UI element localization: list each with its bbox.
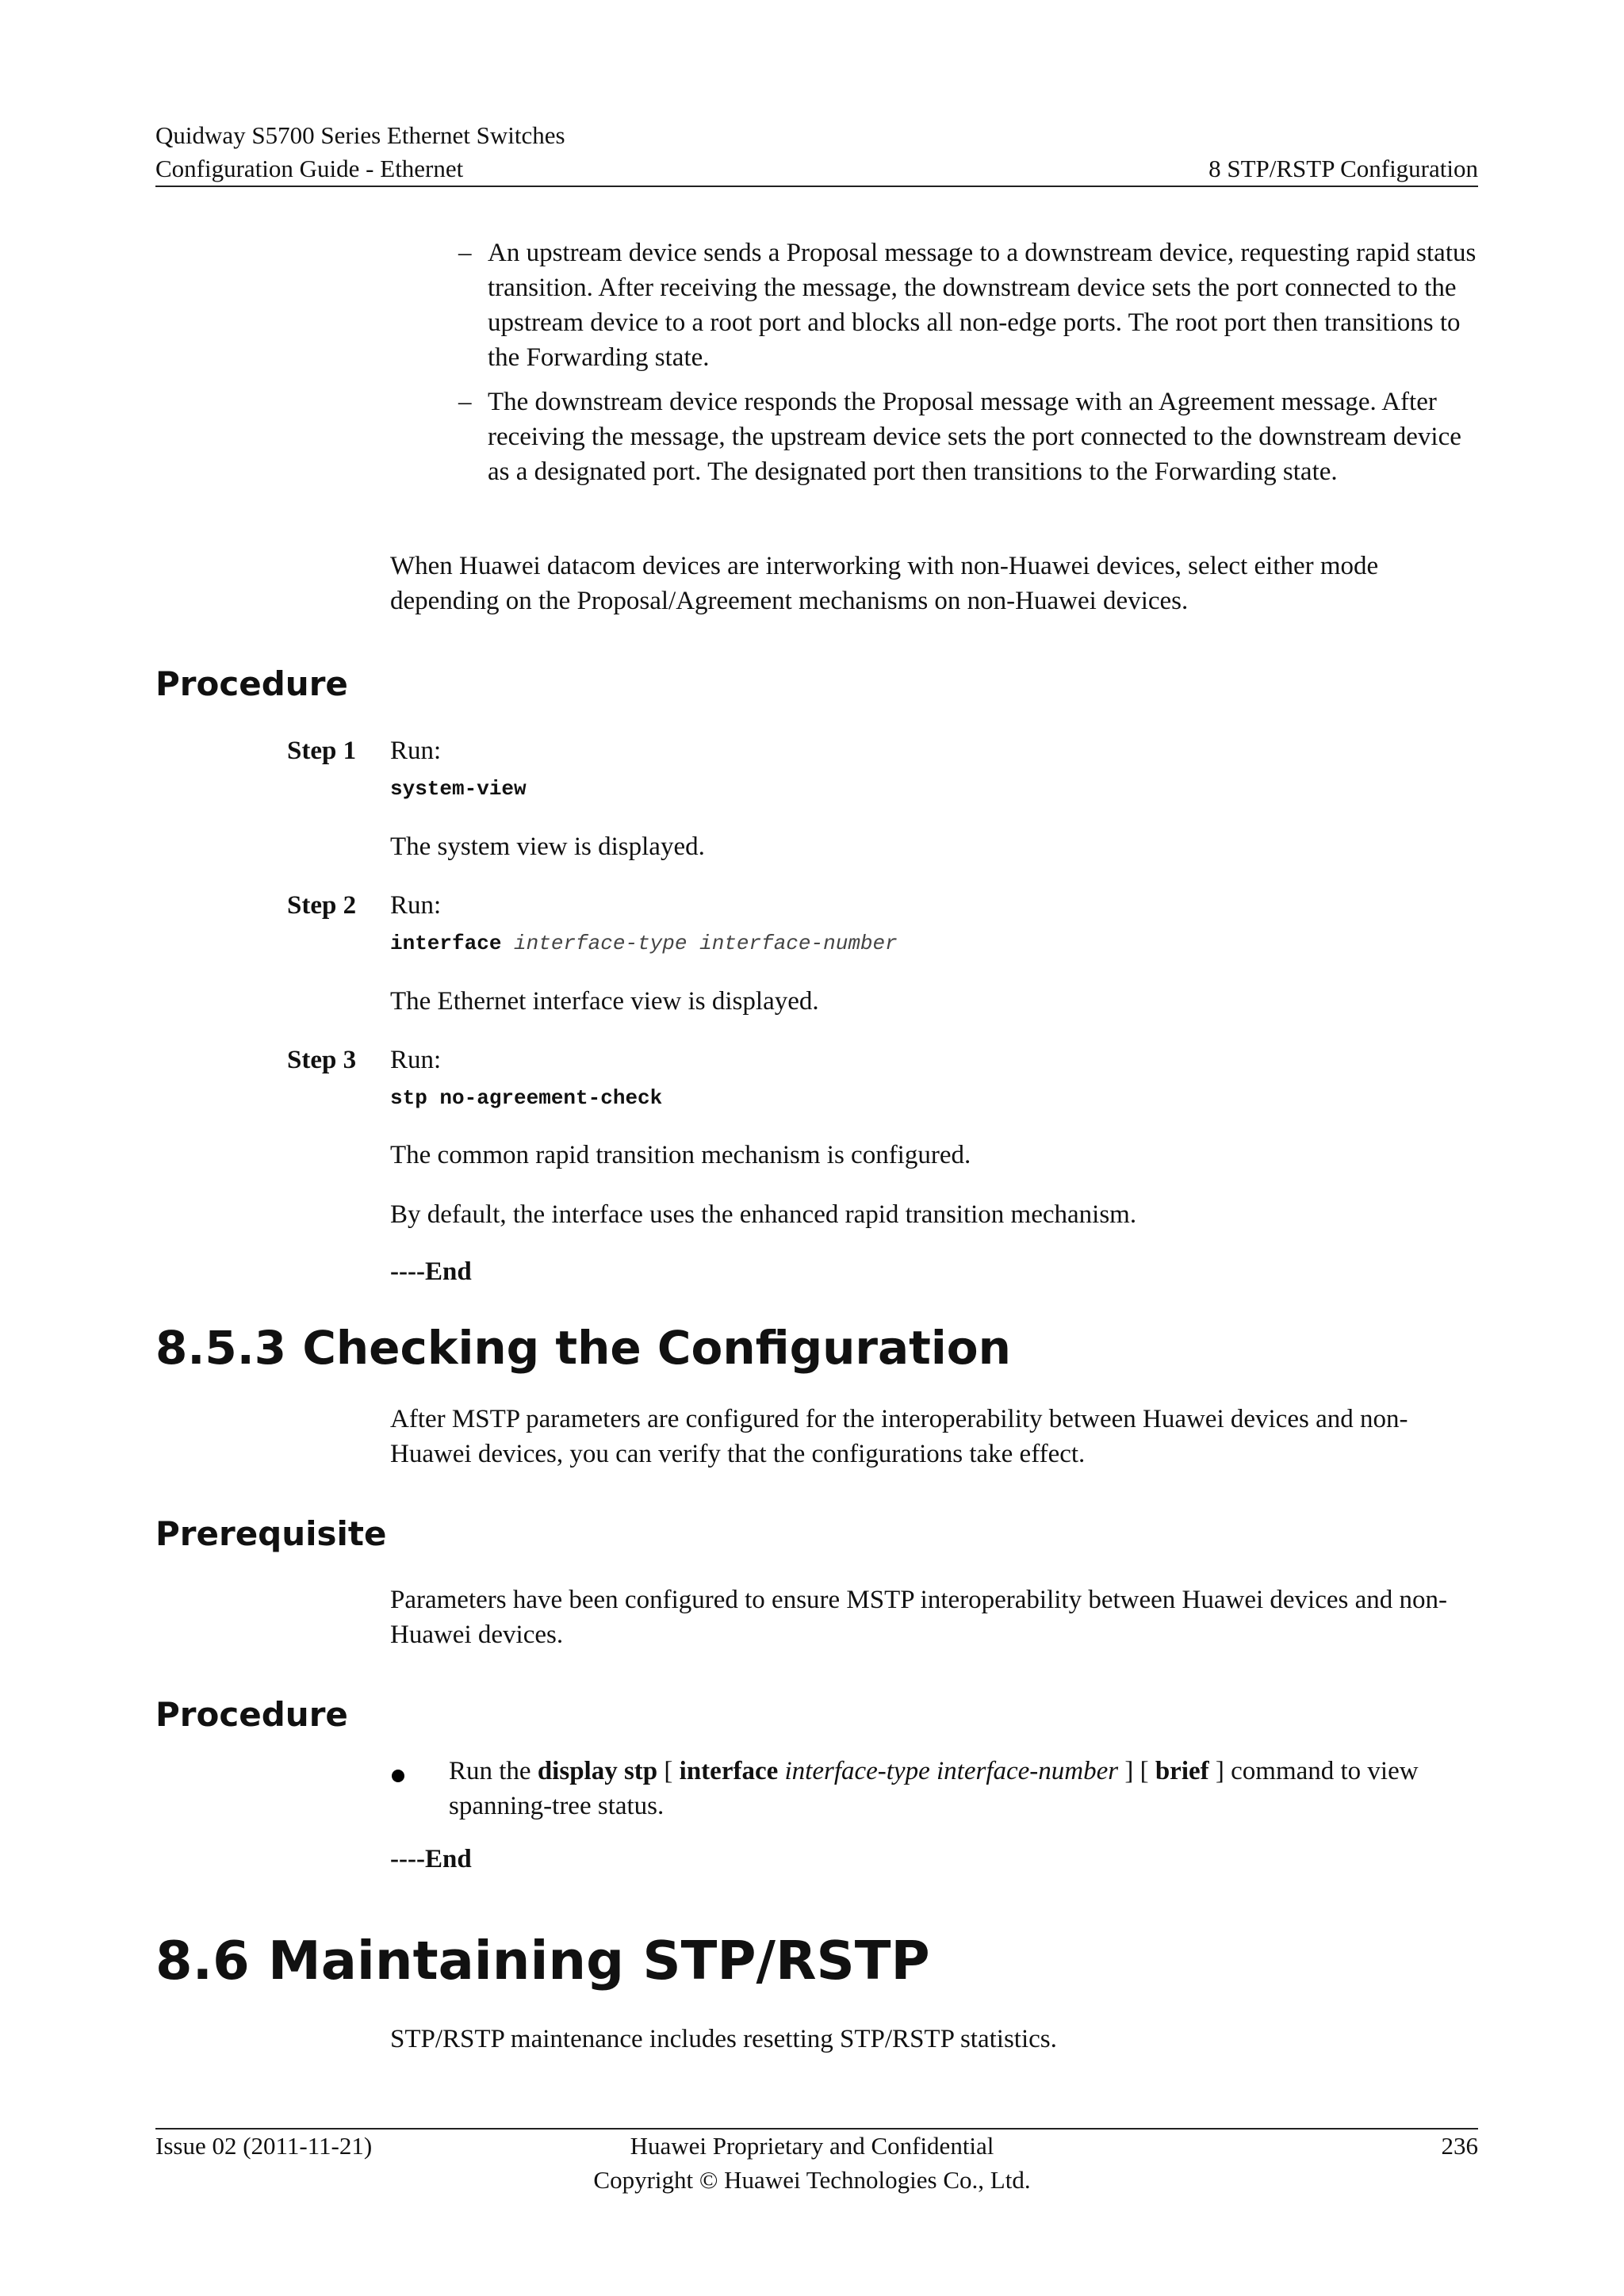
footer-confidential: Huawei Proprietary and Confidential (630, 2132, 994, 2160)
dash-item-agreement: The downstream device responds the Proposal message with an Agreement message. After receiving the message, the upstream device sets the port connected to the downstream device as a designated port. The designated port then transitions to the Forwarding state. (488, 388, 1461, 486)
header-rule (155, 186, 1478, 187)
command-system-view: system-view (390, 777, 527, 801)
step-label: Step 3 (287, 1046, 357, 1074)
prerequisite-text: Parameters have been configured to ensure MSTP interoperability between Huawei devices and non-Huawei devices. (390, 1586, 1447, 1649)
dash-marker: – (458, 388, 472, 416)
procedure-end: ----End (390, 1845, 472, 1873)
step-run: Run: (390, 1046, 442, 1074)
step-description: The common rapid transition mechanism is configured. (390, 1141, 971, 1169)
step-description: The system view is displayed. (390, 832, 705, 861)
header-product: Quidway S5700 Series Ethernet Switches (155, 121, 565, 149)
procedure-heading: Procedure (155, 1695, 348, 1734)
procedure-end: ----End (390, 1257, 472, 1286)
header-guide: Configuration Guide - Ethernet (155, 155, 464, 182)
step-label: Step 2 (287, 891, 357, 920)
step-label: Step 1 (287, 737, 357, 765)
section-intro: After MSTP parameters are configured for the interoperability between Huawei devices and non-Huawei devices, you can verify that the configurations take effect. (390, 1405, 1408, 1468)
dash-marker: – (458, 239, 472, 267)
section-heading-8-6: 8.6 Maintaining STP/RSTP (155, 1930, 930, 1992)
header-chapter: 8 STP/RSTP Configuration (1208, 155, 1478, 182)
display-stp-instruction: Run the display stp [ interface interface-type interface-number ] [ brief ] command to view spanning-tree status. (449, 1757, 1419, 1820)
command-stp-no-agreement-check: stp no-agreement-check (390, 1086, 663, 1110)
step-run: Run: (390, 737, 442, 765)
procedure-heading: Procedure (155, 664, 348, 703)
dash-item-proposal: An upstream device sends a Proposal message to a downstream device, requesting rapid status transition. After receiving the message, the downstream device sets the port connected to the upstream device to a root port and blocks all non-edge ports. The root port then transitions to the Forwarding state. (488, 239, 1477, 372)
bullet-icon (392, 1770, 404, 1782)
step-default-note: By default, the interface uses the enhanced rapid transition mechanism. (390, 1200, 1137, 1229)
footer-copyright: Copyright © Huawei Technologies Co., Ltd. (593, 2166, 1031, 2194)
step-run: Run: (390, 891, 442, 920)
interworking-note: When Huawei datacom devices are interworking with non-Huawei devices, select either mode depending on the Proposal/Agreement mechanisms on non-Huawei devices. (390, 552, 1379, 615)
command-interface: interface interface-type interface-number (390, 932, 898, 955)
step-description: The Ethernet interface view is displayed. (390, 987, 819, 1016)
section-intro: STP/RSTP maintenance includes resetting STP/RSTP statistics. (390, 2025, 1057, 2053)
footer-issue: Issue 02 (2011-11-21) (155, 2132, 373, 2160)
prerequisite-heading: Prerequisite (155, 1514, 387, 1553)
page-number: 236 (1441, 2132, 1478, 2160)
section-heading-8-5-3: 8.5.3 Checking the Configuration (155, 1321, 1011, 1375)
